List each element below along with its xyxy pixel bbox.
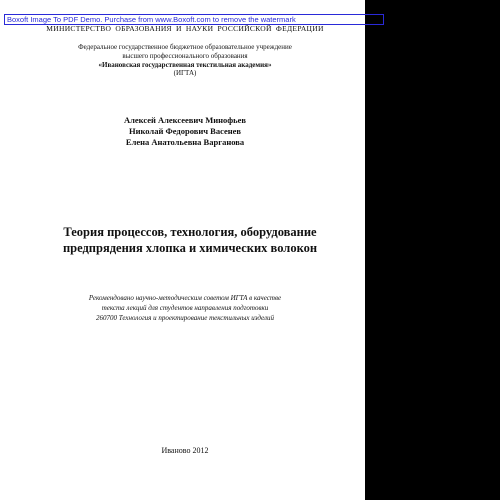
- watermark-banner: Boxoft Image To PDF Demo. Purchase from www.Boxoft.com to remove the watermark: [4, 14, 384, 25]
- author-name: Николай Федорович Васенев: [129, 126, 241, 136]
- place-and-year: Иваново 2012: [161, 446, 209, 455]
- recommendation-line: Рекомендовано научно-методическим советом ИГТА в качестве: [88, 294, 282, 302]
- author-name: Алексей Алексеевич Минофьев: [123, 115, 247, 125]
- recommendation-line: текста лекций для студентов направления подготовки: [101, 304, 269, 312]
- document-title-line: Теория процессов, технология, оборудование: [63, 225, 317, 239]
- ministry-heading: МИНИСТЕРСТВО ОБРАЗОВАНИЯ И НАУКИ РОССИЙСКОЙ ФЕДЕРАЦИИ: [46, 24, 324, 33]
- institution-line: высшего профессионального образования: [122, 52, 248, 60]
- author-name: Елена Анатольевна Варганова: [125, 137, 245, 147]
- institution-abbreviation: (ИГТА): [173, 69, 197, 77]
- black-side-panel: [365, 0, 500, 500]
- institution-line: Федеральное государственное бюджетное образовательное учреждение: [78, 43, 292, 51]
- institution-name: «Ивановская государственная текстильная академия»: [98, 61, 272, 69]
- recommendation-line: 260700 Технология и проектирование текстильных изделий: [96, 314, 274, 322]
- document-title-line: предпрядения хлопка и химических волокон: [62, 241, 318, 255]
